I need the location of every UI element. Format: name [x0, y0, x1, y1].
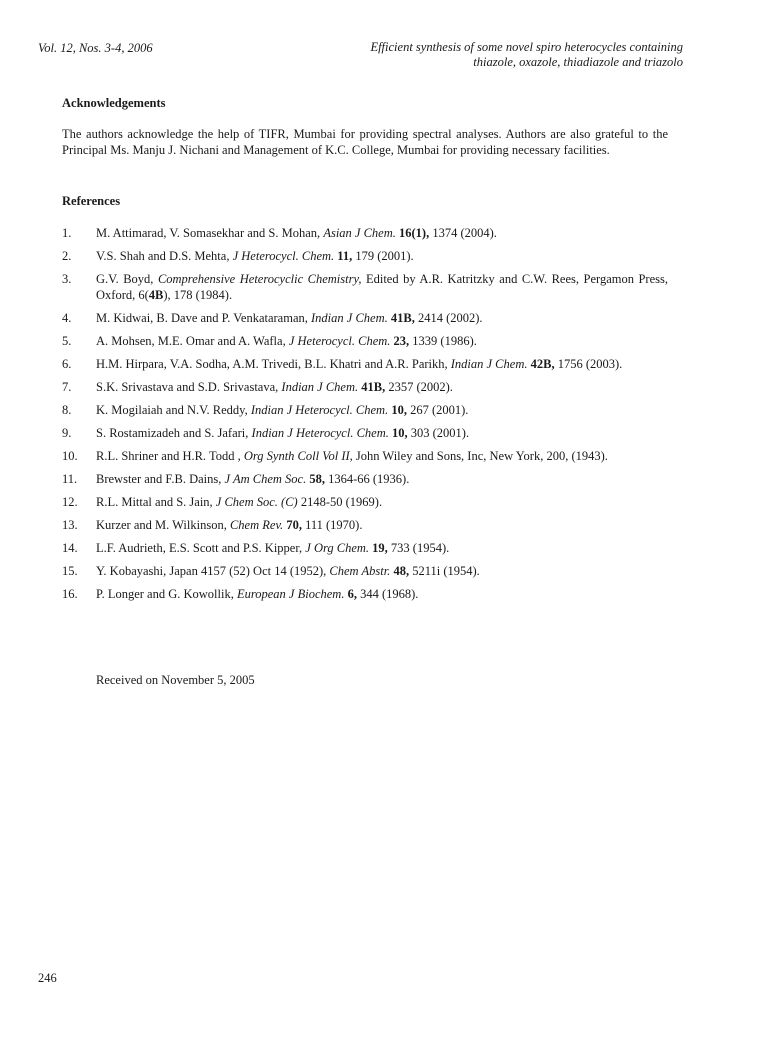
reference-item: [62, 379, 668, 395]
reference-segment: R.L. Mittal and S. Jain,: [96, 495, 216, 509]
reference-journal: Comprehensive Heterocyclic Chemistry,: [157, 272, 362, 286]
acknowledgements-heading: Acknowledgements: [62, 96, 166, 110]
reference-number: 13.: [62, 518, 78, 532]
reference-journal: Chem Abstr.: [329, 564, 391, 578]
reference-item: [62, 494, 668, 510]
reference-item: [62, 540, 668, 556]
running-header-volume: Vol. 12, Nos. 3-4, 2006: [38, 41, 153, 55]
reference-volume: 16(1),: [399, 226, 430, 240]
running-header-title-line2: thiazole, oxazole, thiadiazole and triazolo: [473, 55, 683, 69]
reference-volume: 19,: [372, 541, 388, 555]
reference-text: [96, 225, 668, 241]
reference-number: 10.: [62, 449, 78, 463]
reference-text: [96, 540, 668, 556]
reference-segment: 2357 (2002).: [385, 380, 453, 394]
reference-segment: Y. Kobayashi, Japan 4157 (52) Oct 14 (1952),: [96, 564, 330, 578]
reference-segment: G.V. Boyd,: [96, 272, 158, 286]
reference-segment: 303 (2001).: [407, 426, 470, 440]
reference-number: 5.: [62, 334, 72, 348]
reference-item: [62, 310, 668, 326]
reference-volume: 41B,: [390, 311, 415, 325]
reference-volume: 42B,: [530, 357, 555, 371]
reference-item: [62, 225, 668, 241]
reference-item: [62, 586, 668, 602]
received-date: Received on November 5, 2005: [96, 673, 255, 687]
reference-item: [62, 471, 668, 487]
reference-item: [62, 563, 668, 579]
reference-segment: K. Mogilaiah and N.V. Reddy,: [96, 403, 251, 417]
reference-text: [96, 402, 668, 418]
reference-segment: 1374 (2004).: [429, 226, 497, 240]
reference-volume: 4B: [148, 288, 164, 302]
reference-volume: 58,: [309, 472, 325, 486]
reference-journal: Indian J Heterocycl. Chem.: [251, 426, 389, 440]
reference-segment: 267 (2001).: [406, 403, 469, 417]
reference-number: 16.: [62, 587, 78, 601]
running-header-title: [370, 40, 683, 70]
reference-number: 2.: [62, 249, 72, 263]
reference-volume: 10,: [391, 403, 407, 417]
reference-text: [96, 448, 668, 464]
reference-item: [62, 448, 668, 464]
reference-number: 15.: [62, 564, 78, 578]
reference-segment: M. Kidwai, B. Dave and P. Venkataraman,: [96, 311, 312, 325]
reference-segment: M. Attimarad, V. Somasekhar and S. Mohan,: [96, 226, 324, 240]
reference-journal: Indian J Chem.: [281, 380, 359, 394]
reference-text: [96, 586, 668, 602]
reference-number: 4.: [62, 311, 72, 325]
reference-text: [96, 563, 668, 579]
reference-segment: 1339 (1986).: [409, 334, 477, 348]
reference-text: [96, 271, 668, 303]
reference-volume: 23,: [393, 334, 410, 348]
page-number: 246: [38, 971, 57, 985]
reference-segment: 2148-50 (1969).: [297, 495, 383, 509]
reference-segment: 733 (1954).: [387, 541, 450, 555]
reference-segment: Edited by A.R. Katritzky and C.W. Rees, Pergamon Press, Oxford, 6(: [96, 272, 668, 302]
reference-journal: Indian J Heterocycl. Chem.: [250, 403, 389, 417]
reference-item: [62, 425, 668, 441]
reference-text: [96, 471, 668, 487]
reference-list: [62, 225, 668, 609]
reference-segment: 179 (2001).: [352, 249, 414, 263]
reference-segment: V.S. Shah and D.S. Mehta,: [96, 249, 233, 263]
reference-text: [96, 517, 668, 533]
reference-number: 9.: [62, 426, 72, 440]
reference-journal: J Heterocycl. Chem.: [288, 334, 391, 348]
reference-segment: John Wiley and Sons, Inc, New York, 200, (1943).: [352, 449, 608, 463]
reference-journal: Indian J Chem.: [311, 311, 388, 325]
reference-number: 11.: [62, 472, 78, 486]
reference-journal: J Am Chem Soc.: [224, 472, 307, 486]
reference-segment: 1756 (2003).: [554, 357, 623, 371]
reference-volume: 11,: [337, 249, 353, 263]
reference-item: [62, 333, 668, 349]
reference-journal: Org Synth Coll Vol II,: [243, 449, 353, 463]
reference-segment: 344 (1968).: [356, 587, 419, 601]
reference-segment: P. Longer and G. Kowollik,: [96, 587, 237, 601]
references-heading: References: [62, 194, 121, 208]
reference-text: [96, 333, 668, 349]
reference-segment: Kurzer and M. Wilkinson,: [96, 518, 230, 532]
reference-segment: S. Rostamizadeh and S. Jafari,: [96, 426, 252, 440]
reference-journal: Asian J Chem.: [323, 226, 396, 240]
reference-text: [96, 425, 668, 441]
reference-number: 7.: [62, 380, 72, 394]
reference-item: [62, 402, 668, 418]
reference-volume: 70,: [286, 518, 302, 532]
reference-journal: European J Biochem.: [236, 587, 345, 601]
reference-journal: J Org Chem.: [305, 541, 370, 555]
reference-volume: 6,: [347, 587, 357, 601]
reference-segment: R.L. Shriner and H.R. Todd ,: [96, 449, 244, 463]
reference-segment: Brewster and F.B. Dains,: [96, 472, 225, 486]
reference-volume: 10,: [392, 426, 408, 440]
reference-item: [62, 248, 668, 264]
reference-number: 12.: [62, 495, 78, 509]
reference-text: [96, 248, 668, 264]
reference-text: [96, 310, 668, 326]
reference-item: [62, 356, 668, 372]
acknowledgements-text: The authors acknowledge the help of TIFR, Mumbai for providing spectral analyses. Authors are also grateful to the Principal Ms. Manju J. Nichani and Management of K.C. College, Mumbai for providing necessary facilities.: [62, 127, 668, 157]
reference-segment: 1364-66 (1936).: [324, 472, 410, 486]
reference-segment: 5211i (1954).: [409, 564, 480, 578]
reference-text: [96, 494, 668, 510]
reference-volume: 41B,: [361, 380, 386, 394]
reference-number: 1.: [62, 226, 72, 240]
reference-item: [62, 517, 668, 533]
reference-journal: J Heterocycl. Chem.: [232, 249, 335, 263]
reference-item: [62, 271, 668, 303]
reference-number: 14.: [62, 541, 78, 555]
reference-segment: 2414 (2002).: [414, 311, 483, 325]
reference-volume: 48,: [393, 564, 410, 578]
reference-journal: J Chem Soc. (C): [215, 495, 298, 509]
reference-segment: S.K. Srivastava and S.D. Srivastava,: [96, 380, 282, 394]
reference-segment: A. Mohsen, M.E. Omar and A. Wafla,: [96, 334, 289, 348]
reference-segment: ), 178 (1984).: [163, 288, 233, 302]
reference-segment: 111 (1970).: [301, 518, 363, 532]
reference-text: [96, 379, 668, 395]
reference-number: 3.: [62, 272, 72, 286]
running-header-title-line1: Efficient synthesis of some novel spiro heterocycles containing: [370, 40, 683, 54]
reference-journal: Chem Rev.: [229, 518, 284, 532]
reference-text: [96, 356, 668, 372]
reference-journal: Indian J Chem.: [450, 357, 528, 371]
reference-segment: L.F. Audrieth, E.S. Scott and P.S. Kipper,: [96, 541, 306, 555]
reference-segment: H.M. Hirpara, V.A. Sodha, A.M. Trivedi, B.L. Khatri and A.R. Parikh,: [96, 357, 451, 371]
reference-number: 6.: [62, 357, 72, 371]
reference-number: 8.: [62, 403, 72, 417]
